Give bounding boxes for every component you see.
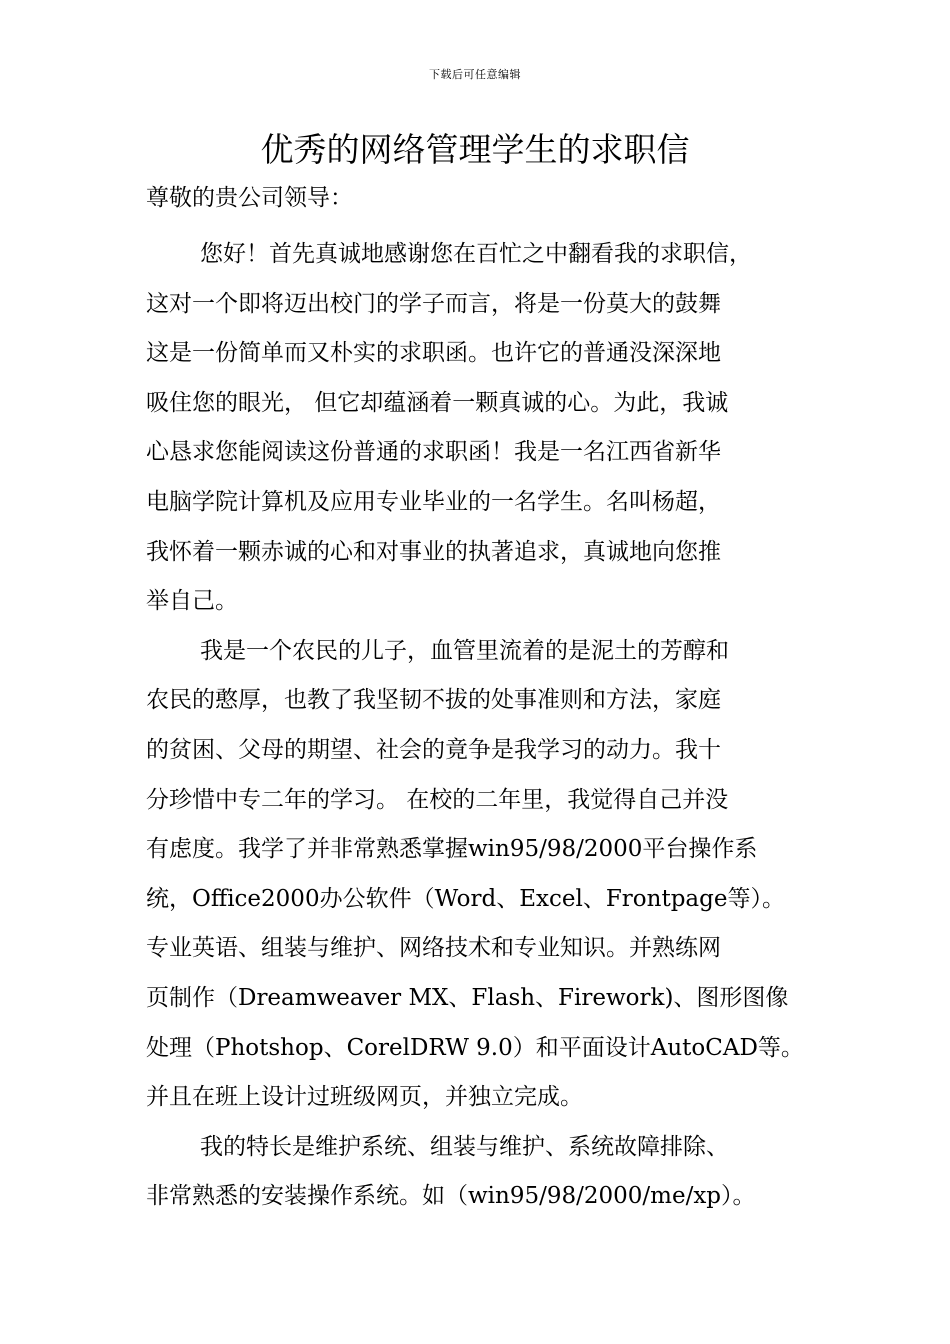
paragraph-line: 农民的憨厚，也教了我坚韧不拔的处事准则和方法，家庭 bbox=[146, 687, 721, 714]
paragraph-line: 吸住您的眼光， 但它却蕴涵着一颗真诚的心。为此，我诚 bbox=[146, 389, 729, 416]
paragraph-line: 我是一个农民的儿子，血管里流着的是泥土的芳醇和 bbox=[200, 637, 729, 664]
paragraph-line: 您好！首先真诚地感谢您在百忙之中翻看我的求职信， bbox=[200, 241, 752, 267]
letter-body bbox=[146, 230, 836, 1222]
paragraph-3 bbox=[146, 1123, 836, 1222]
paragraph-line: 这是一份简单而又朴实的求职函。也许它的普通没深深地 bbox=[146, 340, 721, 367]
paragraph-1 bbox=[146, 230, 836, 627]
paragraph-line: 心恳求您能阅读这份普通的求职函！我是一名江西省新华 bbox=[146, 439, 721, 466]
paragraph-line: 并且在班上设计过班级网页，并独立完成。 bbox=[146, 1084, 583, 1111]
paragraph-line: 有虑度。我学了并非常熟悉掌握win95/98/2000平台操作系 bbox=[146, 836, 758, 863]
paragraph-line: 的贫困、父母的期望、社会的竟争是我学习的动力。我十 bbox=[146, 736, 721, 763]
header-note: 下载后可任意编辑 bbox=[429, 68, 521, 81]
paragraph-line: 分珍惜中专二年的学习。 在校的二年里，我觉得自己并没 bbox=[146, 786, 729, 813]
document-title: 优秀的网络管理学生的求职信 bbox=[260, 130, 690, 169]
paragraph-line: 页制作（Dreamweaver MX、Flash、Firework)、图形图像 bbox=[146, 984, 789, 1011]
paragraph-line: 电脑学院计算机及应用专业毕业的一名学生。名叫杨超， bbox=[146, 488, 721, 515]
paragraph-line: 处理（Photshop、CorelDRW 9.0）和平面设计AutoCAD等。 bbox=[146, 1034, 804, 1061]
paragraph-line: 我的特长是维护系统、组装与维护、系统故障排除、 bbox=[200, 1133, 729, 1160]
salutation: 尊敬的贵公司领导： bbox=[146, 185, 353, 211]
paragraph-line: 举自己。 bbox=[146, 588, 238, 615]
paragraph-2 bbox=[146, 627, 836, 1123]
paragraph-line: 我怀着一颗赤诚的心和对事业的执著追求，真诚地向您推 bbox=[146, 538, 721, 565]
paragraph-line: 专业英语、组装与维护、网络技术和专业知识。并熟练网 bbox=[146, 935, 721, 962]
paragraph-line: 这对一个即将迈出校门的学子而言，将是一份莫大的鼓舞 bbox=[146, 290, 721, 317]
paragraph-line: 非常熟悉的安装操作系统。如（win95/98/2000/me/xp）。 bbox=[146, 1183, 756, 1210]
paragraph-line: 统，Office2000办公软件（Word、Excel、Frontpage等）。 bbox=[146, 885, 785, 912]
